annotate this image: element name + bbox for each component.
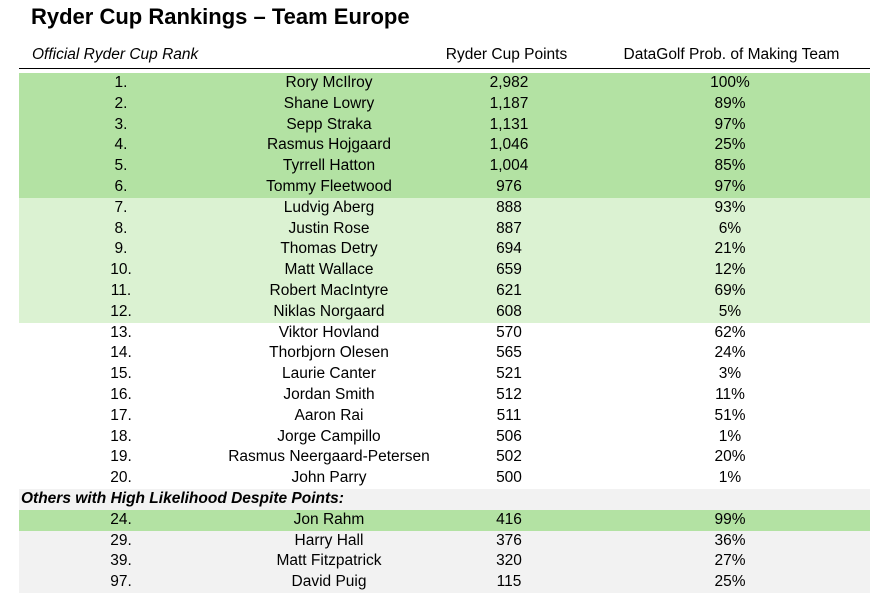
player-name-cell: Rasmus Neergaard-Petersen xyxy=(228,448,430,466)
points-cell: 506 xyxy=(496,427,522,445)
table-row xyxy=(19,260,870,281)
player-name-cell: Tommy Fleetwood xyxy=(266,177,392,195)
header-prob: DataGolf Prob. of Making Team xyxy=(623,46,840,63)
probability-cell: 51% xyxy=(714,406,746,424)
player-name-cell: Matt Wallace xyxy=(284,261,374,279)
probability-cell: 100% xyxy=(710,74,750,91)
table-header xyxy=(19,44,870,69)
rank-cell: 3. xyxy=(114,115,128,133)
points-cell: 1,187 xyxy=(489,94,529,112)
probability-cell: 25% xyxy=(714,573,746,591)
table-row xyxy=(19,406,870,427)
page-title: Ryder Cup Rankings – Team Europe xyxy=(31,4,410,29)
probability-cell: 1% xyxy=(718,469,742,487)
points-cell: 512 xyxy=(496,385,522,403)
table-row xyxy=(19,572,870,593)
table-row xyxy=(19,135,870,156)
table-row xyxy=(19,531,870,552)
rank-cell: 2. xyxy=(114,94,128,112)
rank-cell: 7. xyxy=(114,198,128,216)
player-name-cell: Matt Fitzpatrick xyxy=(276,552,382,570)
rank-cell: 12. xyxy=(110,302,132,320)
player-name-cell: Niklas Norgaard xyxy=(273,302,385,320)
points-cell: 608 xyxy=(496,302,522,320)
player-name-cell: Robert MacIntyre xyxy=(269,281,389,299)
probability-cell: 12% xyxy=(714,261,746,279)
probability-cell: 1% xyxy=(718,427,742,445)
header-points: Ryder Cup Points xyxy=(445,46,568,63)
points-cell: 976 xyxy=(496,177,522,195)
table-row xyxy=(19,343,870,364)
player-name-cell: Harry Hall xyxy=(294,531,364,549)
table-row xyxy=(19,323,870,344)
rank-cell: 9. xyxy=(114,240,128,258)
probability-cell: 99% xyxy=(714,510,746,528)
probability-cell: 85% xyxy=(714,157,746,175)
player-name-cell: Rory McIlroy xyxy=(285,74,373,91)
probability-cell: 3% xyxy=(718,365,742,383)
points-cell: 887 xyxy=(496,219,522,237)
table-row xyxy=(19,198,870,219)
rank-cell: 17. xyxy=(110,406,132,424)
rank-cell: 18. xyxy=(110,427,132,445)
others-section-label-text: Others with High Likelihood Despite Points: xyxy=(21,489,344,507)
rank-cell: 6. xyxy=(114,177,128,195)
probability-cell: 21% xyxy=(714,240,746,258)
rank-cell: 5. xyxy=(114,157,128,175)
table-row xyxy=(19,302,870,323)
player-name-cell: Tyrrell Hatton xyxy=(282,157,376,175)
player-name-cell: John Parry xyxy=(291,469,367,487)
table-row xyxy=(19,427,870,448)
points-cell: 500 xyxy=(496,469,522,487)
others-section-label xyxy=(19,489,870,510)
probability-cell: 24% xyxy=(714,344,746,362)
points-cell: 694 xyxy=(496,240,522,258)
points-cell: 376 xyxy=(496,531,522,549)
points-cell: 659 xyxy=(496,261,522,279)
header-rank: Official Ryder Cup Rank xyxy=(32,46,199,63)
rank-cell: 29. xyxy=(110,531,132,549)
table-row xyxy=(19,219,870,240)
rank-cell: 1. xyxy=(114,74,128,91)
rank-cell: 24. xyxy=(110,510,132,528)
points-cell: 521 xyxy=(496,365,522,383)
rank-cell: 10. xyxy=(110,261,132,279)
points-cell: 621 xyxy=(496,281,522,299)
rank-cell: 20. xyxy=(110,469,132,487)
rank-cell: 8. xyxy=(114,219,128,237)
rank-cell: 97. xyxy=(110,573,132,591)
points-cell: 2,982 xyxy=(489,74,529,91)
probability-cell: 62% xyxy=(714,323,746,341)
points-cell: 1,046 xyxy=(489,136,529,154)
rankings-table-body xyxy=(19,73,870,593)
player-name-cell: Shane Lowry xyxy=(283,94,375,112)
rank-cell: 39. xyxy=(110,552,132,570)
table-row xyxy=(19,115,870,136)
table-row xyxy=(19,281,870,302)
probability-cell: 11% xyxy=(715,385,745,403)
points-cell: 1,131 xyxy=(489,115,529,133)
table-row xyxy=(19,94,870,115)
points-cell: 115 xyxy=(496,573,522,591)
rank-cell: 13. xyxy=(110,323,132,341)
probability-cell: 20% xyxy=(714,448,746,466)
points-cell: 565 xyxy=(496,344,522,362)
probability-cell: 27% xyxy=(714,552,746,570)
probability-cell: 89% xyxy=(714,94,746,112)
probability-cell: 6% xyxy=(718,219,742,237)
probability-cell: 69% xyxy=(714,281,746,299)
table-row xyxy=(19,177,870,198)
table-row xyxy=(19,156,870,177)
probability-cell: 93% xyxy=(714,198,746,216)
player-name-cell: Jordan Smith xyxy=(283,385,375,403)
points-cell: 416 xyxy=(496,510,522,528)
points-cell: 888 xyxy=(496,198,522,216)
table-row xyxy=(19,385,870,406)
player-name-cell: David Puig xyxy=(291,573,367,591)
points-cell: 320 xyxy=(496,552,522,570)
player-name-cell: Ludvig Aberg xyxy=(283,198,375,216)
player-name-cell: Thomas Detry xyxy=(280,240,378,258)
player-name-cell: Justin Rose xyxy=(288,219,370,237)
player-name-cell: Jon Rahm xyxy=(293,510,365,528)
probability-cell: 5% xyxy=(718,302,742,320)
probability-cell: 36% xyxy=(714,531,746,549)
probability-cell: 97% xyxy=(714,177,746,195)
rank-cell: 16. xyxy=(110,385,132,403)
table-row xyxy=(19,468,870,489)
table-row xyxy=(19,73,870,94)
rank-cell: 19. xyxy=(110,448,132,466)
player-name-cell: Thorbjorn Olesen xyxy=(269,344,389,362)
points-cell: 1,004 xyxy=(489,157,529,175)
rank-cell: 4. xyxy=(114,136,128,154)
probability-cell: 25% xyxy=(714,136,746,154)
player-name-cell: Sepp Straka xyxy=(286,115,372,133)
rank-cell: 15. xyxy=(110,365,132,383)
player-name-cell: Viktor Hovland xyxy=(278,323,380,341)
player-name-cell: Jorge Campillo xyxy=(277,427,381,445)
table-row xyxy=(19,551,870,572)
points-cell: 502 xyxy=(496,448,522,466)
rank-cell: 11. xyxy=(110,281,132,299)
rank-cell: 14. xyxy=(110,344,132,362)
table-row xyxy=(19,239,870,260)
table-row xyxy=(19,364,870,385)
player-name-cell: Rasmus Hojgaard xyxy=(266,136,392,154)
player-name-cell: Aaron Rai xyxy=(294,406,364,424)
table-row xyxy=(19,510,870,531)
player-name-cell: Laurie Canter xyxy=(282,365,376,383)
points-cell: 511 xyxy=(496,406,522,424)
table-row xyxy=(19,447,870,468)
probability-cell: 97% xyxy=(714,115,746,133)
points-cell: 570 xyxy=(496,323,522,341)
